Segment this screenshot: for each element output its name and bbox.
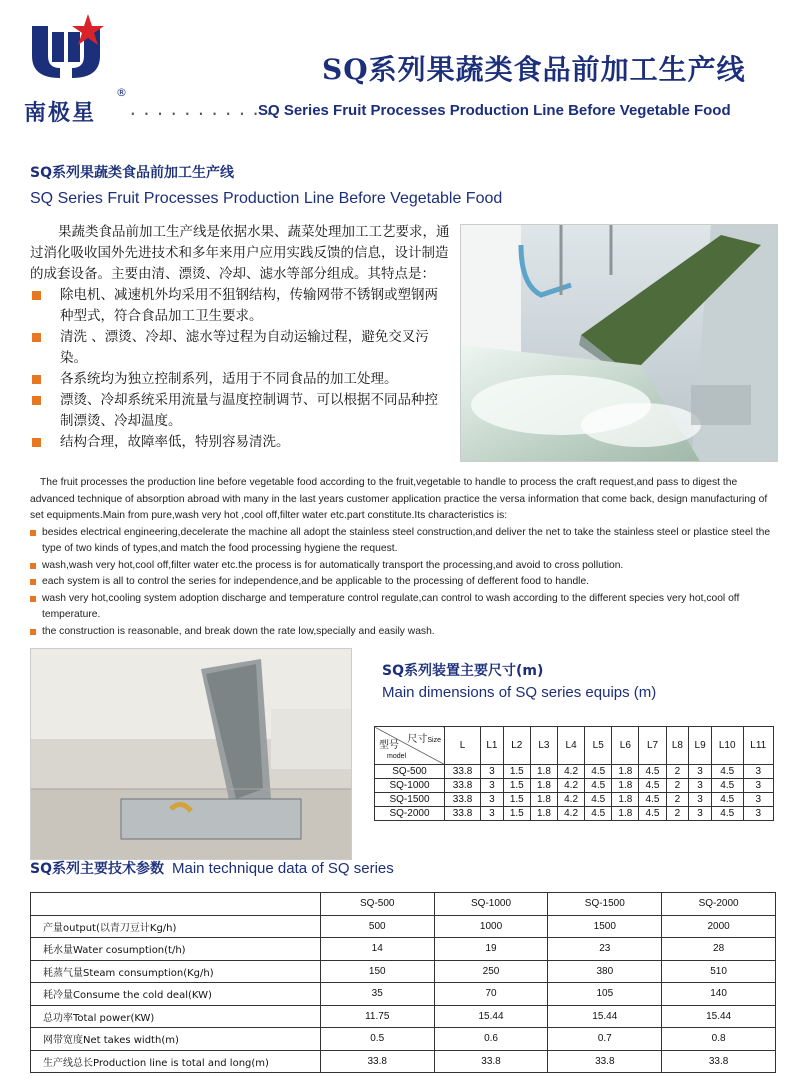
bullet-item: wash very hot,cooling system adoption discharge and temperature control regulate,can control to wash according to the different species very hot,cool off temperature. [30, 591, 780, 624]
table-row: 网带宽度Net takes width(m) 0.5 0.6 0.7 0.8 [31, 1028, 776, 1051]
table-row: SQ-1500 33.8 3 1.5 1.8 4.2 4.5 1.8 4.5 2 3 4.5 3 [375, 793, 774, 807]
column-header: L11 [743, 727, 773, 765]
column-header: L8 [666, 727, 689, 765]
bullet-square-icon [30, 579, 36, 585]
table-row: SQ-500 33.8 3 1.5 1.8 4.2 4.5 1.8 4.5 2 3 4.5 3 [375, 765, 774, 779]
intro-text-zh [30, 222, 450, 453]
column-header: L9 [689, 727, 712, 765]
tech-title-en: Main technique data of SQ series [171, 860, 394, 877]
column-header: L3 [530, 727, 557, 765]
column-header: L10 [711, 727, 743, 765]
bullet-item: the construction is reasonable, and break down the rate low,specially and easily wash. [30, 624, 780, 641]
table-row: 耗冷量Consume the cold deal(KW) 35 70 105 140 [31, 983, 776, 1006]
dimensions-header-row [375, 727, 774, 765]
bullet-square-icon [30, 596, 36, 602]
bullet-square-icon [32, 333, 41, 342]
section-title-en: SQ Series Fruit Processes Production Line Before Vegetable Food [30, 190, 503, 207]
bullet-item: 各系统均为独立控制系列，适用于不同食品的加工处理。 [30, 369, 450, 390]
tech-title-zh: SQ系列主要技术参数 [30, 861, 164, 877]
column-header: L4 [558, 727, 585, 765]
bullet-square-icon [30, 563, 36, 569]
table-row: 总功率Total power(KW) 11.75 15.44 15.44 15.44 [31, 1005, 776, 1028]
table-row: SQ-1000 33.8 3 1.5 1.8 4.2 4.5 1.8 4.5 2 3 4.5 3 [375, 779, 774, 793]
bullet-item: each system is all to control the series for independence,and be applicable to the processing of defferent food to handle. [30, 574, 780, 591]
table-corner-cell: 尺寸Size 型号 model [375, 727, 445, 765]
bullet-square-icon [32, 396, 41, 405]
bullet-square-icon [30, 530, 36, 536]
column-header: L6 [612, 727, 639, 765]
intro-paragraph-zh: 果蔬类食品前加工生产线是依据水果、蔬菜处理加工工艺要求，通过消化吸收国外先进技术和多年来用户应用实践反馈的信息，设计制造的成套设备。主要由清、漂烫、冷却、滤水等部分组成。其特点是： [30, 224, 450, 282]
bullet-item: 结构合理，故障率低，特别容易清洗。 [30, 432, 450, 453]
bullet-item: besides electrical engineering,decelerate the machine all adopt the stainless steel construction,and deliver the net to take the stainless steel or plastice steel the type of two kinds of types,and match the food processing hygiene the request. [30, 525, 780, 558]
column-header: SQ-1500 [548, 893, 662, 916]
star-logo-icon [26, 12, 106, 82]
tech-header-row [31, 893, 776, 916]
tech-title [30, 858, 394, 878]
bullet-item: 清洗 、漂烫、冷却、滤水等过程为自动运输过程，避免交叉污染。 [30, 327, 450, 369]
brand-name: 南极星 [24, 101, 97, 126]
column-header: SQ-2000 [662, 893, 776, 916]
table-row: 耗水量Water cosumption(t/h) 14 19 23 28 [31, 938, 776, 961]
column-header: L [445, 727, 481, 765]
dimensions-title-zh: SQ系列装置主要尺寸(m) [382, 663, 544, 679]
column-header: L2 [503, 727, 530, 765]
intro-text-en [30, 475, 780, 640]
header-title-zh: SQ系列果蔬类食品前加工生产线 [322, 53, 746, 86]
brand-logo [24, 12, 127, 126]
tech-table [30, 892, 776, 1073]
table-row: 产量output(以青刀豆计Kg/h) 500 1000 1500 2000 [31, 915, 776, 938]
bullet-square-icon [32, 375, 41, 384]
bullet-item: 除电机、减速机外均采用不狙钢结构，传输网带不锈钢或塑钢两种型式，符合食品加工卫生要求。 [30, 285, 450, 327]
bullet-item: wash,wash very hot,cool off,filter water etc.the process is for automatically transport the processing,and avoid to cross pollution. [30, 558, 780, 575]
section-title-zh: SQ系列果蔬类食品前加工生产线 [30, 165, 234, 181]
bullet-square-icon [32, 438, 41, 447]
header-title-en: SQ Series Fruit Processes Production Line Before Vegetable Food [258, 102, 731, 119]
column-header: L7 [639, 727, 666, 765]
dimensions-title-en: Main dimensions of SQ series equips (m) [382, 684, 657, 701]
production-line-photo [460, 224, 778, 462]
column-header: SQ-1000 [434, 893, 548, 916]
dimensions-table [374, 726, 774, 821]
intro-paragraph-en: The fruit processes the production line before vegetable food according to the fruit,vegetable to handle to process the craft request,and pass to digest the advanced technique of absorption abroad with many in the last years customer application practice the versa information that come back, design manufacturing of set equipments.Main from pure,wash very hot ,cool off,filter water etc.part constitute.Its characteristics is: [30, 477, 768, 521]
table-row: SQ-2000 33.8 3 1.5 1.8 4.2 4.5 1.8 4.5 2 3 4.5 3 [375, 807, 774, 821]
bullet-item: 漂烫、冷却系统采用流量与温度控制调节、可以根据不同品种控制漂烫、冷却温度。 [30, 390, 450, 432]
bullet-square-icon [30, 629, 36, 635]
bullet-square-icon [32, 291, 41, 300]
header-dots: ........... [128, 100, 278, 119]
table-row: 耗蒸气量Steam consumption(Kg/h) 150 250 380 510 [31, 960, 776, 983]
column-header: L1 [481, 727, 504, 765]
column-header: SQ-500 [320, 893, 434, 916]
table-row: 生产线总长Production line is total and long(m) 33.8 33.8 33.8 33.8 [31, 1050, 776, 1073]
tech-corner-cell [31, 893, 321, 916]
registered-mark: ® [116, 86, 127, 99]
column-header: L5 [585, 727, 612, 765]
equipment-photo [30, 648, 352, 860]
